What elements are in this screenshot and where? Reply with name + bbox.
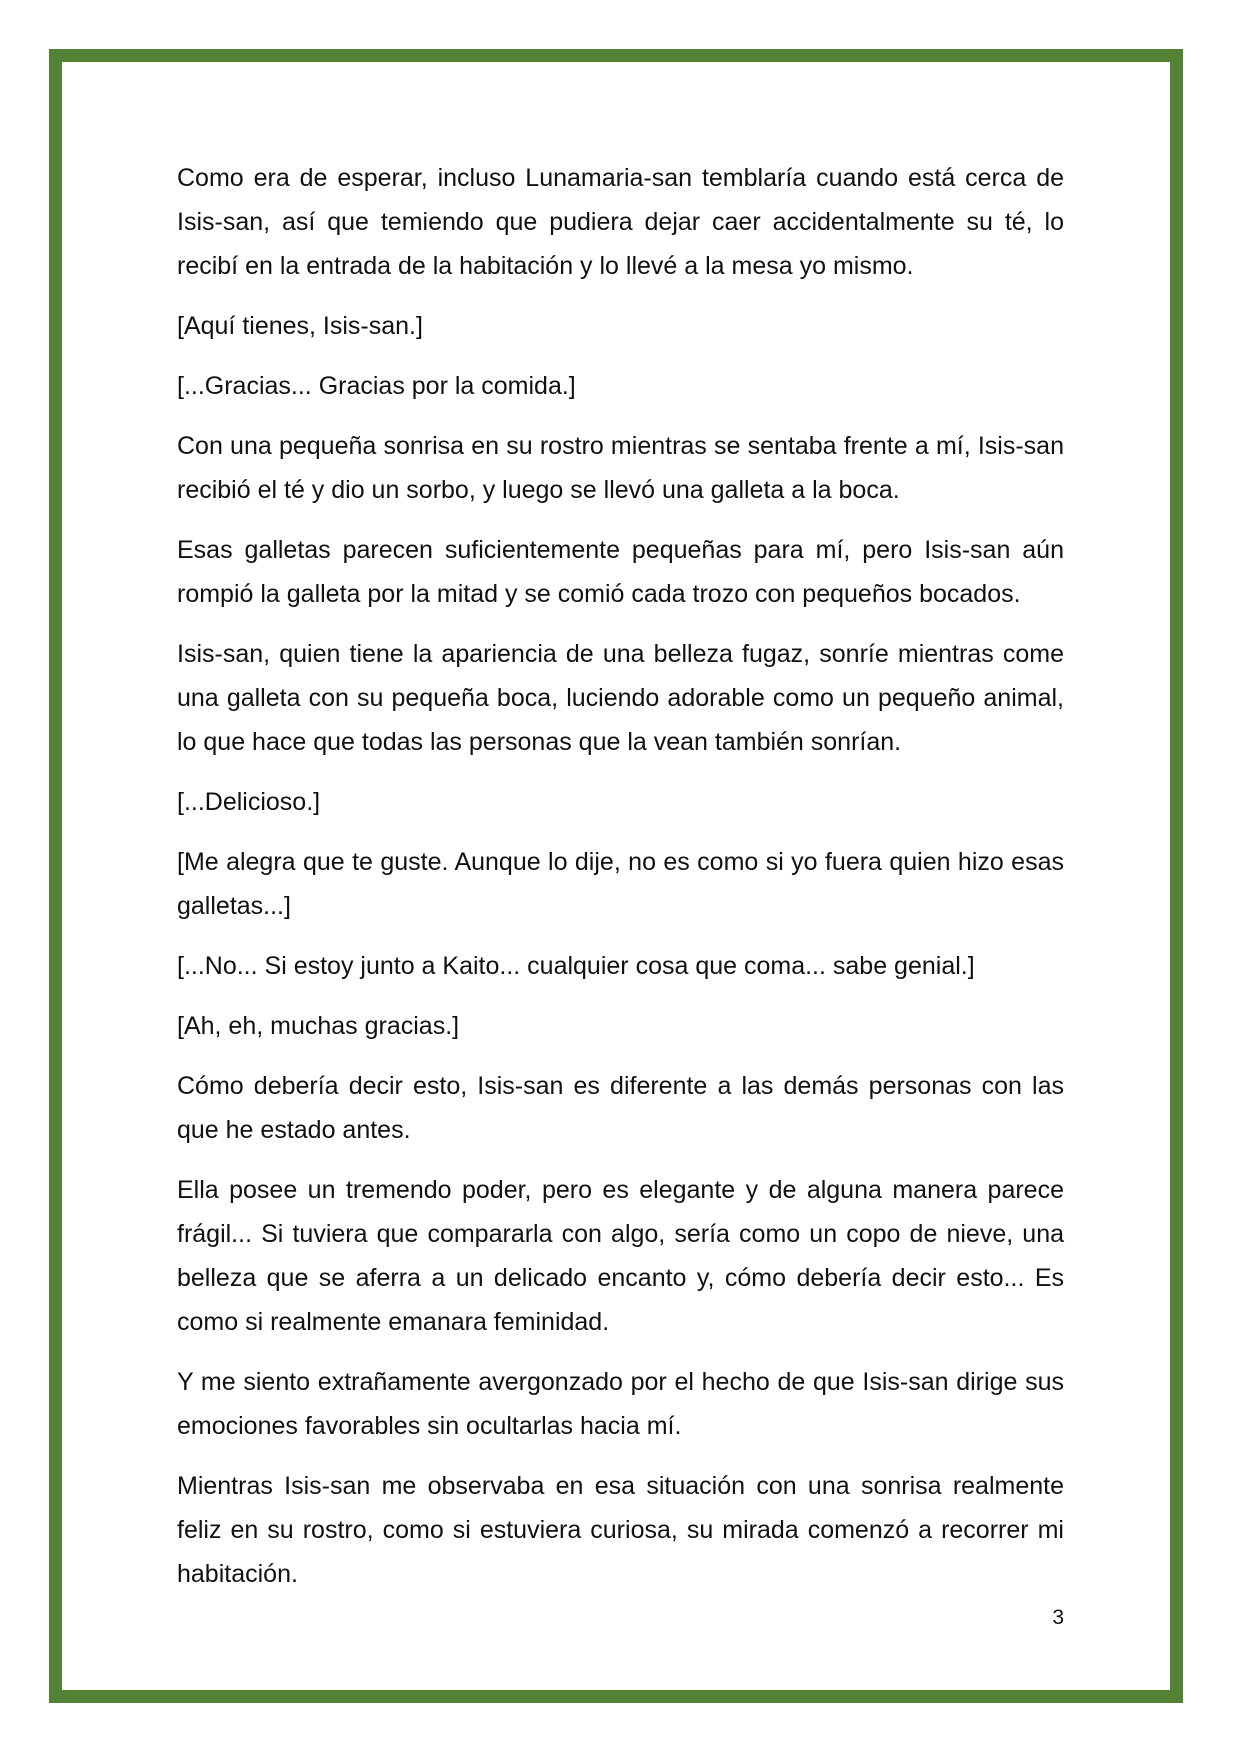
paragraph: [...Delicioso.] [177, 788, 321, 816]
paragraph: Con una pequeña sonrisa en su rostro mientras se sentaba frente a mí, Isis-san recibió el té y dio un sorbo, y luego se llevó una galleta a la boca. [177, 432, 1064, 504]
paragraph: Cómo debería decir esto, Isis-san es diferente a las demás personas con las que he estado antes. [177, 1072, 1064, 1144]
document-body [177, 156, 1064, 1612]
page-number: 3 [1052, 1606, 1064, 1629]
paragraph: Mientras Isis-san me observaba en esa situación con una sonrisa realmente feliz en su rostro, como si estuviera curiosa, su mirada comenzó a recorrer mi habitación. [177, 1472, 1064, 1588]
paragraph: [Me alegra que te guste. Aunque lo dije, no es como si yo fuera quien hizo esas galletas...] [177, 848, 1064, 920]
paragraph: Como era de esperar, incluso Lunamaria-san temblaría cuando está cerca de Isis-san, así que temiendo que pudiera dejar caer accidentalmente su té, lo recibí en la entrada de la habitación y lo llevé a la mesa yo mismo. [177, 164, 1064, 280]
paragraph: Ella posee un tremendo poder, pero es elegante y de alguna manera parece frágil... Si tuviera que compararla con algo, sería como un copo de nieve, una belleza que se aferra a un delicado encanto y, cómo debería decir esto... Es como si realmente emanara feminidad. [177, 1176, 1064, 1336]
paragraph: Esas galletas parecen suficientemente pequeñas para mí, pero Isis-san aún rompió la galleta por la mitad y se comió cada trozo con pequeños bocados. [177, 536, 1064, 608]
paragraph: [Ah, eh, muchas gracias.] [177, 1012, 460, 1040]
paragraph: [Aquí tienes, Isis-san.] [177, 312, 423, 340]
paragraph: [...Gracias... Gracias por la comida.] [177, 372, 576, 400]
paragraph: Isis-san, quien tiene la apariencia de una belleza fugaz, sonríe mientras come una galleta con su pequeña boca, luciendo adorable como un pequeño animal, lo que hace que todas las personas que la vean también sonrían. [177, 640, 1064, 756]
paragraph: [...No... Si estoy junto a Kaito... cualquier cosa que coma... sabe genial.] [177, 952, 975, 980]
paragraph: Y me siento extrañamente avergonzado por el hecho de que Isis-san dirige sus emociones favorables sin ocultarlas hacia mí. [177, 1368, 1064, 1440]
